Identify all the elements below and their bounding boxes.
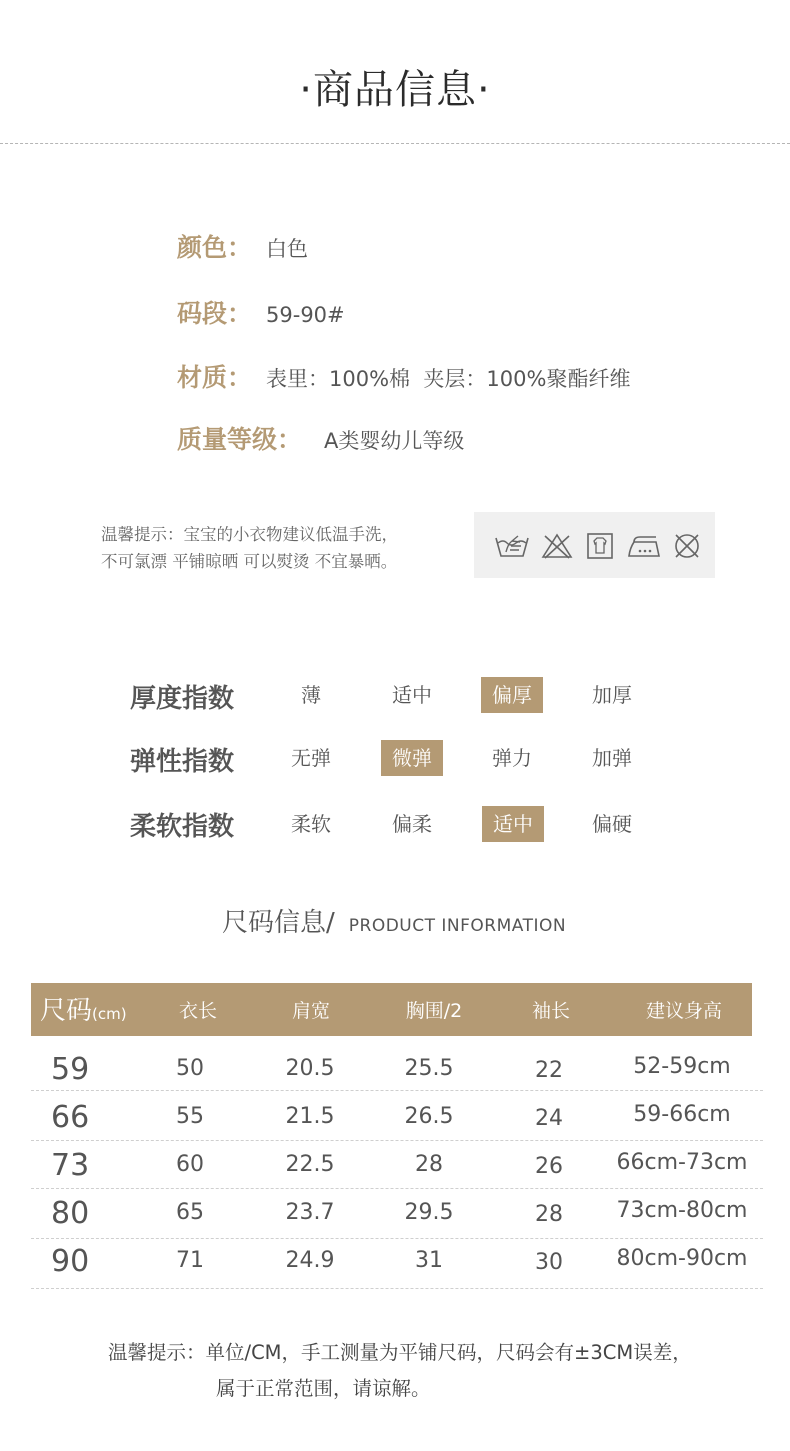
table-cell-shoulder: 21.5 xyxy=(285,1104,335,1129)
table-cell-height: 59-66cm xyxy=(633,1102,731,1127)
header-shoulder: 肩宽 xyxy=(291,1000,330,1022)
elasticity-option-none: 无弹 xyxy=(291,746,331,770)
table-cell-height: 80cm-90cm xyxy=(616,1246,748,1271)
header-size-label: 尺码 xyxy=(40,996,93,1026)
thickness-option-thin: 薄 xyxy=(301,683,321,707)
table-cell-size: 59 xyxy=(51,1052,90,1087)
thickness-option-medium: 适中 xyxy=(392,683,432,707)
header-size-unit: (cm) xyxy=(92,1005,127,1023)
attr-color-value: 白色 xyxy=(266,237,309,261)
dry-flat-icon xyxy=(586,532,614,560)
header-chest: 胸围/2 xyxy=(405,1000,463,1022)
size-table-header xyxy=(31,983,752,1036)
attr-material xyxy=(177,358,630,394)
care-icons-box xyxy=(474,512,715,578)
table-cell-length: 71 xyxy=(176,1248,204,1273)
softness-option-fairly-soft: 偏柔 xyxy=(392,812,432,836)
row-divider xyxy=(31,1090,763,1091)
table-cell-length: 50 xyxy=(176,1056,204,1081)
table-cell-sleeve: 26 xyxy=(535,1154,563,1179)
footer-tip-line1: 温馨提示：单位/CM，手工测量为平铺尺码，尺码会有±3CM误差， xyxy=(108,1341,692,1364)
size-section-title-en: PRODUCT INFORMATION xyxy=(348,916,567,936)
thickness-option-extra-thick: 加厚 xyxy=(592,683,632,707)
attr-material-key: 材质： xyxy=(177,363,253,392)
elasticity-option-elastic: 弹力 xyxy=(492,746,532,770)
size-section-title xyxy=(222,902,566,939)
table-cell-height: 52-59cm xyxy=(633,1054,731,1079)
table-cell-shoulder: 23.7 xyxy=(285,1200,335,1225)
page-title: ·商品信息· xyxy=(299,67,491,113)
header-size xyxy=(40,983,127,1036)
table-cell-size: 73 xyxy=(51,1148,90,1183)
attr-size-range xyxy=(177,294,345,330)
header-sleeve: 袖长 xyxy=(531,1000,570,1022)
table-cell-sleeve: 22 xyxy=(535,1058,563,1083)
row-divider xyxy=(31,1188,763,1189)
attr-quality-value: A类婴幼儿等级 xyxy=(324,429,465,453)
attr-color xyxy=(177,228,308,264)
row-divider xyxy=(31,1140,763,1141)
attr-material-value: 表里：100%棉 夹层：100%聚酯纤维 xyxy=(266,367,631,391)
softness-option-medium-selected: 适中 xyxy=(482,806,544,842)
elasticity-index-label: 弹性指数 xyxy=(130,747,235,777)
care-tip xyxy=(101,521,398,575)
row-divider xyxy=(31,1238,763,1239)
table-cell-sleeve: 30 xyxy=(535,1250,563,1275)
table-cell-sleeve: 24 xyxy=(535,1106,563,1131)
row-divider xyxy=(31,1288,763,1289)
table-cell-height: 66cm-73cm xyxy=(616,1150,748,1175)
table-cell-chest: 28 xyxy=(415,1152,443,1177)
no-bleach-icon xyxy=(541,532,573,560)
header-length: 衣长 xyxy=(178,1000,217,1022)
table-cell-shoulder: 24.9 xyxy=(285,1248,335,1273)
thickness-option-thick-selected: 偏厚 xyxy=(481,677,543,713)
table-cell-size: 66 xyxy=(51,1100,90,1135)
care-tip-line2: 不可氯漂 平铺晾晒 可以熨烫 不宜暴晒。 xyxy=(101,552,398,571)
no-tumble-dry-icon xyxy=(672,532,702,560)
table-cell-height: 73cm-80cm xyxy=(616,1198,748,1223)
table-cell-chest: 26.5 xyxy=(404,1104,454,1129)
softness-option-stiff: 偏硬 xyxy=(592,812,632,836)
table-cell-chest: 31 xyxy=(415,1248,443,1273)
title-divider xyxy=(0,143,790,144)
table-cell-chest: 25.5 xyxy=(404,1056,454,1081)
table-cell-shoulder: 22.5 xyxy=(285,1152,335,1177)
table-cell-size: 90 xyxy=(51,1244,90,1279)
care-tip-line1: 温馨提示：宝宝的小衣物建议低温手洗， xyxy=(101,525,398,544)
elasticity-option-slight-selected: 微弹 xyxy=(381,740,443,776)
softness-option-soft: 柔软 xyxy=(291,812,331,836)
table-cell-size: 80 xyxy=(51,1196,90,1231)
table-cell-length: 55 xyxy=(176,1104,204,1129)
table-cell-length: 65 xyxy=(176,1200,204,1225)
attr-color-key: 颜色： xyxy=(177,233,253,262)
table-cell-sleeve: 28 xyxy=(535,1202,563,1227)
footer-tip xyxy=(108,1335,692,1407)
table-cell-chest: 29.5 xyxy=(404,1200,454,1225)
attr-quality-key: 质量等级： xyxy=(177,425,303,454)
attr-size-range-key: 码段： xyxy=(177,299,253,328)
softness-index-label: 柔软指数 xyxy=(130,812,235,842)
attr-quality xyxy=(177,420,464,456)
header-height: 建议身高 xyxy=(645,1000,722,1022)
thickness-index-label: 厚度指数 xyxy=(130,684,235,714)
size-section-title-cn: 尺码信息/ xyxy=(222,908,335,938)
footer-tip-line2: 属于正常范围，请谅解。 xyxy=(216,1377,431,1400)
iron-icon xyxy=(626,532,662,560)
hand-wash-icon xyxy=(494,532,530,560)
table-cell-length: 60 xyxy=(176,1152,204,1177)
attr-size-range-value: 59-90# xyxy=(266,303,345,327)
table-cell-shoulder: 20.5 xyxy=(285,1056,335,1081)
elasticity-option-high: 加弹 xyxy=(592,746,632,770)
